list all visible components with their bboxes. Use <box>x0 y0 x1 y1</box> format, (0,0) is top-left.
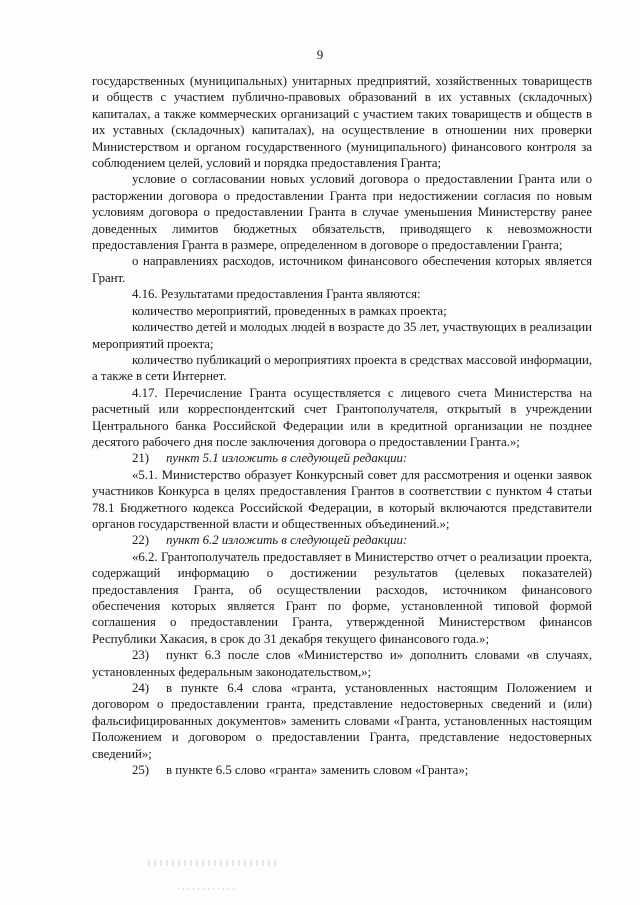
amendment-24 <box>92 680 592 762</box>
document-body <box>92 73 592 778</box>
quote-5-1: «5.1. Министерство образует Конкурсный совет для рассмотрения и оценки заявок участников Конкурса в целях предоставления Грантов в соответствии с пунктом 4 статьи 78.1 Бюджетного кодекса Российской Федерации, в который включаются представители органов государственной власти и общественных объединений.»; <box>92 467 592 531</box>
amendment-number: 25) <box>132 763 150 778</box>
paragraph-condition-agreement: условие о согласовании новых условий договора о предоставлении Гранта или о расторжении договора о предоставлении Гранта при недостижении согласия по новым условиям договора о предоставлении Гранта в случае уменьшения Министерству ранее доведенных лимитов бюджетных обязательств, приводящего к невозможности предоставления Гранта в размере, определенном в договоре о предоставлении Гранта; <box>92 172 592 253</box>
amendment-number: 21) <box>132 451 150 466</box>
scan-speck <box>178 888 238 890</box>
amendment-text: пункт 6.3 после слов «Министерство и» дополнить словами «в случаях, установленных федеральным законодательством,»; <box>92 648 592 679</box>
amendment-number: 24) <box>132 681 150 696</box>
quote-6-2: «6.2. Грантополучатель предоставляет в Министерство отчет о реализации проекта, содержащий информацию о достижении результатов (целевых показателей) предоставления Гранта, об осуществлении расходов, источником финансового обеспечения которых является Грант по форме, установленной типовой формой соглашения о предоставлении Гранта, утвержденной Министерством финансов Республики Хакасия, в срок до 31 декабря текущего финансового года.»; <box>92 549 592 646</box>
page-number: 9 <box>316 47 324 62</box>
amendment-number: 22) <box>132 533 150 548</box>
amendment-22 <box>92 532 592 548</box>
amendment-25 <box>92 762 592 778</box>
amendment-21 <box>92 450 592 466</box>
scan-smudge <box>148 860 278 866</box>
paragraph-continuation: государственных (муниципальных) унитарных предприятий, хозяйственных товариществ и обществ с участием публично-правовых образований в их уставных (складочных) капиталах, а также коммерческих организаций с участием таких товариществ и обществ в их уставных (складочных) капиталах), на осуществление в отношении них проверки Министерством и органом государственного (муниципального) финансового контроля за соблюдением целей, условий и порядка предоставления Гранта; <box>92 74 592 171</box>
paragraph-4-16-heading: 4.16. Результатами предоставления Гранта являются: <box>132 287 421 302</box>
amendment-number: 23) <box>132 648 150 663</box>
paragraph-result-events: количество мероприятий, проведенных в рамках проекта; <box>132 303 447 318</box>
amendment-23 <box>92 647 592 680</box>
amendment-text: в пункте 6.4 слова «гранта, установленных настоящим Положением и договором о предоставлении гранта, представление недостоверных сведений и (или) фальсифицированных документов» заменить словами «Гранта, установленных настоящим Положением и договором о предоставлении Гранта, представление недостоверных сведений»; <box>92 681 592 761</box>
paragraph-4-17: 4.17. Перечисление Гранта осуществляется с лицевого счета Министерства на расчетный или корреспондентский счет Грантополучателя, открытый в учреждении Центрального банка Российской Федерации или в кредитной организации не позднее десятого рабочего дня после заключения договора о предоставлении Гранта.»; <box>92 385 592 449</box>
amendment-text: пункт 5.1 изложить в следующей редакции: <box>166 451 408 466</box>
amendment-text: в пункте 6.5 слово «гранта» заменить словом «Гранта»; <box>166 763 469 778</box>
paragraph-expense-directions: о направлениях расходов, источником финансового обеспечения которых является Грант. <box>92 254 592 285</box>
paragraph-result-publications: количество публикаций о мероприятиях проекта в средствах массовой информации, а также в сети Интернет. <box>92 352 592 384</box>
amendment-text: пункт 6.2 изложить в следующей редакции: <box>166 533 408 548</box>
paragraph-result-youth: количество детей и молодых людей в возрасте до 35 лет, участвующих в реализации мероприятий проекта; <box>92 320 592 351</box>
